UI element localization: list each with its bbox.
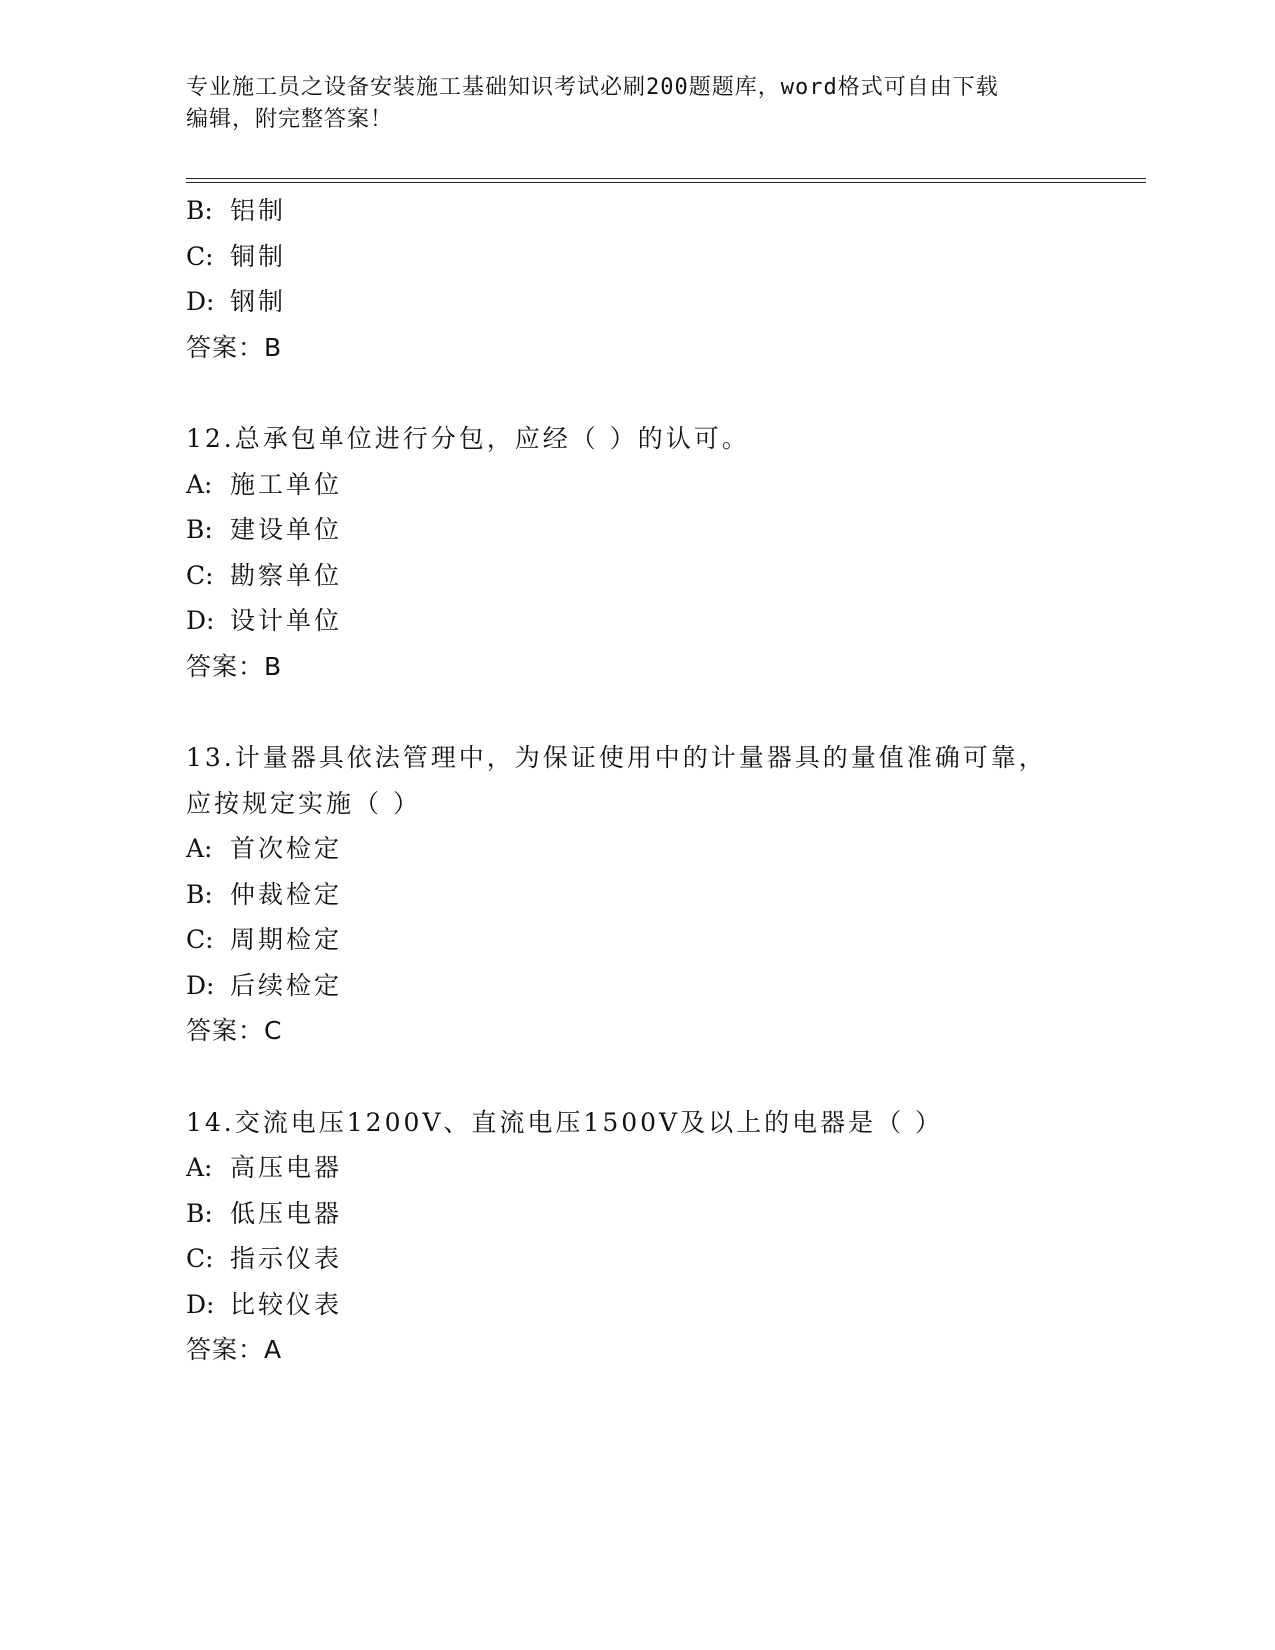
option-b	[186, 507, 1146, 553]
option-text: 高压电器	[230, 1153, 343, 1182]
document-header	[186, 72, 1086, 136]
option-a	[186, 1145, 1146, 1191]
document-body	[186, 188, 1146, 1373]
option-text: 低压电器	[230, 1198, 343, 1228]
header-divider-bottom	[186, 182, 1146, 183]
option-b	[186, 1191, 1146, 1237]
answer-line: 答案：A	[186, 1335, 283, 1364]
option-text: 设计单位	[230, 606, 343, 635]
option-letter: D:	[186, 1289, 215, 1319]
option-letter: C:	[186, 1244, 214, 1273]
question-stem: 14.交流电压1200V、直流电压1500V及以上的电器是（ ）	[186, 1107, 944, 1137]
option-letter: D:	[186, 287, 215, 316]
answer-line: 答案：B	[186, 651, 283, 681]
option-text: 铜制	[230, 241, 287, 271]
option-d	[186, 598, 1146, 644]
question-stem: 13.计量器具依法管理中，为保证使用中的计量器具的量值准确可靠，	[186, 743, 1047, 772]
question-13	[186, 735, 1146, 1054]
header-divider-top	[186, 178, 1146, 179]
spacer	[186, 689, 1146, 735]
option-letter: B:	[186, 196, 213, 225]
question-stem: 12.总承包单位进行分包，应经（ ）的认可。	[186, 424, 750, 453]
option-letter: A:	[186, 834, 213, 863]
option-d	[186, 963, 1146, 1009]
option-d	[186, 1282, 1146, 1328]
option-letter: A:	[186, 1153, 213, 1182]
question-14	[186, 1100, 1146, 1373]
option-letter: B:	[186, 879, 213, 909]
option-text: 铝制	[230, 196, 287, 225]
option-a	[186, 462, 1146, 508]
option-text: 勘察单位	[230, 560, 343, 590]
option-d	[186, 279, 1146, 325]
answer-line: 答案：C	[186, 1016, 283, 1045]
spacer	[186, 370, 1146, 416]
option-letter: C:	[186, 925, 214, 954]
option-text: 指示仪表	[230, 1244, 343, 1273]
option-b	[186, 188, 1146, 234]
option-text: 钢制	[230, 287, 287, 316]
question-12	[186, 416, 1146, 689]
option-text: 施工单位	[230, 469, 343, 499]
option-b	[186, 872, 1146, 918]
question-stem-continued: 应按规定实施（ ）	[186, 788, 421, 818]
option-a	[186, 826, 1146, 872]
option-letter: D:	[186, 606, 215, 635]
option-text: 仲裁检定	[230, 879, 343, 909]
option-text: 比较仪表	[230, 1289, 343, 1319]
option-c	[186, 234, 1146, 280]
option-letter: B:	[186, 515, 213, 544]
option-text: 建设单位	[230, 515, 343, 544]
question-11-continued	[186, 188, 1146, 370]
option-c	[186, 553, 1146, 599]
header-title-line-2: 编辑，附完整答案！	[186, 107, 394, 132]
option-c	[186, 1236, 1146, 1282]
answer-line: 答案：B	[186, 332, 283, 362]
header-title-line-1: 专业施工员之设备安装施工基础知识考试必刷200题题库，word格式可自由下载	[186, 75, 999, 100]
option-letter: B:	[186, 1198, 213, 1228]
spacer	[186, 1054, 1146, 1100]
option-letter: C:	[186, 560, 214, 590]
option-text: 周期检定	[230, 925, 343, 954]
option-letter: D:	[186, 970, 215, 1000]
option-letter: A:	[186, 469, 213, 499]
option-text: 首次检定	[230, 834, 343, 863]
option-c	[186, 917, 1146, 963]
option-letter: C:	[186, 241, 214, 271]
option-text: 后续检定	[230, 970, 343, 1000]
